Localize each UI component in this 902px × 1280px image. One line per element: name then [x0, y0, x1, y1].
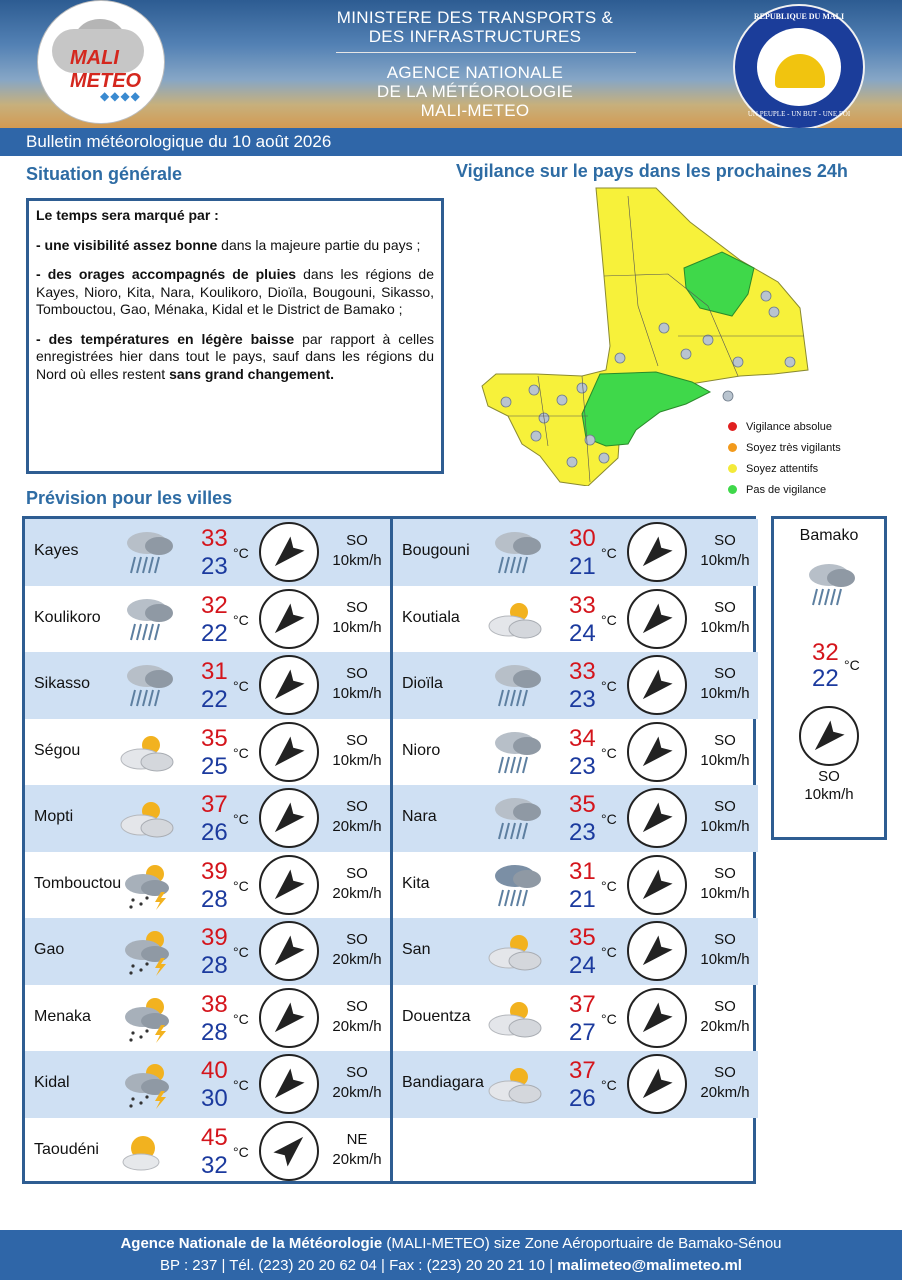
- forecast-row: [25, 719, 390, 786]
- footer-contact: BP : 237 | Tél. (223) 20 20 62 04 | Fax : (223) 20 20 21 10 | malimeteo@malimeteo.ml: [160, 1257, 742, 1274]
- legend-item: Pas de vigilance: [728, 479, 841, 500]
- forecast-row: [393, 519, 758, 586]
- wind-speed: 10km/h: [700, 552, 750, 569]
- partly-cloudy-icon: [485, 596, 545, 644]
- max-temp: 35: [569, 924, 596, 951]
- logo-rain-icon: ◆◆◆◆: [100, 89, 141, 103]
- min-temp: 28: [201, 885, 228, 913]
- email-link[interactable]: malimeteo@malimeteo.ml: [557, 1257, 742, 1274]
- header-banner: [0, 0, 902, 128]
- wind-dir: SO: [346, 1064, 368, 1081]
- city-name: Taoudéni: [34, 1140, 99, 1158]
- bulletin-title: Bulletin météorologique du 10 août 2026: [26, 132, 332, 151]
- wind-dir: SO: [714, 798, 736, 815]
- rain-icon: [485, 529, 545, 577]
- wind-speed: 10km/h: [700, 951, 750, 968]
- situation-box: [26, 198, 444, 474]
- max-temp: 37: [569, 1057, 596, 1084]
- wind-info: [325, 731, 389, 771]
- wind-info: [693, 864, 757, 904]
- forecast-title: Prévision pour les villes: [26, 488, 233, 508]
- agency-title: [320, 63, 630, 120]
- wind-direction-icon: [259, 788, 319, 848]
- city-name: San: [402, 941, 431, 958]
- min-temp: 23: [569, 686, 596, 713]
- min-temp: 25: [201, 752, 228, 780]
- legend-item: Vigilance absolue: [728, 416, 841, 437]
- wind-speed: 20km/h: [332, 951, 382, 968]
- max-temp: 40: [201, 1057, 228, 1084]
- wind-speed: 20km/h: [332, 884, 382, 902]
- temp-unit: °C: [601, 744, 617, 761]
- wind-direction-icon: [627, 655, 687, 715]
- forecast-row: [25, 586, 390, 653]
- mali-meteo-logo: [37, 0, 165, 124]
- wind-info: [325, 664, 389, 704]
- max-temp: 45: [201, 1123, 228, 1151]
- vigilance-title: Vigilance sur le pays dans les prochaines 24h: [456, 161, 848, 181]
- footer: [0, 1230, 902, 1280]
- min-temp: 26: [569, 1085, 596, 1112]
- wind-dir: NE: [346, 1130, 368, 1148]
- max-temp: 35: [569, 791, 596, 818]
- temp-unit: °C: [601, 1010, 617, 1027]
- situation-intro: Le temps sera marqué par :: [36, 207, 219, 223]
- max-temp: 37: [569, 990, 596, 1018]
- max-temp: 38: [201, 990, 228, 1018]
- wind-speed: 10km/h: [332, 685, 382, 702]
- temp-unit: °C: [601, 545, 617, 561]
- wind-dir: SO: [346, 665, 368, 682]
- bamako-wind-dir: SO: [818, 768, 840, 785]
- forecast-row: [25, 852, 390, 919]
- wind-speed: 20km/h: [332, 818, 382, 835]
- temp-unit: °C: [233, 1010, 249, 1027]
- forecast-row: [393, 1051, 758, 1118]
- min-temp: 28: [201, 1018, 228, 1046]
- min-temp: 23: [201, 553, 228, 580]
- max-temp: 35: [201, 724, 228, 752]
- footer-agency: Agence Nationale de la Météorologie (MALI-METEO) size Zone Aéroportuaire de Bamako-Sénou: [120, 1235, 782, 1252]
- ministry-line-1: MINISTERE DES TRANSPORTS &: [336, 8, 614, 27]
- wind-dir: SO: [346, 997, 368, 1015]
- min-temp: 23: [569, 752, 596, 780]
- min-temp: 30: [201, 1085, 228, 1112]
- wind-speed: 10km/h: [332, 552, 382, 569]
- temp-unit: °C: [601, 678, 617, 694]
- city-name: Kidal: [34, 1074, 70, 1091]
- temp-unit: °C: [233, 678, 249, 694]
- min-temp: 24: [569, 619, 596, 647]
- wind-info: [325, 797, 389, 837]
- thunderstorm-icon: [117, 1061, 177, 1109]
- wind-direction-icon: [799, 706, 859, 766]
- wind-speed: 10km/h: [700, 751, 750, 769]
- wind-dir: SO: [346, 731, 368, 749]
- legend-item: Soyez attentifs: [728, 458, 841, 479]
- temp-unit: °C: [233, 1077, 249, 1093]
- wind-info: [693, 797, 757, 837]
- forecast-row: [25, 1118, 390, 1185]
- city-name: Tombouctou: [34, 874, 122, 892]
- wind-direction-icon: [259, 921, 319, 981]
- wind-direction-icon: [259, 1121, 319, 1181]
- partly-cloudy-icon: [485, 1061, 545, 1109]
- min-temp: 28: [201, 952, 228, 979]
- city-name: Kita: [402, 874, 430, 892]
- wind-direction-icon: [627, 589, 687, 649]
- wind-dir: SO: [714, 731, 736, 749]
- wind-speed: 10km/h: [332, 751, 382, 769]
- legend-green-dot: [728, 485, 737, 494]
- heavy-rain-icon: [485, 862, 545, 910]
- wind-info: [325, 1063, 389, 1103]
- legend-orange-dot: [728, 443, 737, 452]
- city-name: Koulikoro: [34, 608, 101, 626]
- wind-direction-icon: [627, 921, 687, 981]
- rain-icon: [117, 596, 177, 644]
- max-temp: 39: [201, 857, 228, 885]
- city-name: Koutiala: [402, 608, 460, 626]
- wind-info: [693, 664, 757, 704]
- wind-speed: 10km/h: [700, 618, 750, 636]
- wind-speed: 20km/h: [700, 1017, 750, 1035]
- city-name: Ségou: [34, 741, 81, 759]
- wind-direction-icon: [627, 988, 687, 1048]
- header-divider: [336, 52, 636, 53]
- forecast-row: [393, 852, 758, 919]
- wind-info: [325, 1130, 389, 1170]
- city-name: Kayes: [34, 542, 79, 559]
- seal-motto: UN PEUPLE - UN BUT - UNE FOI: [747, 110, 851, 118]
- wind-speed: 10km/h: [700, 685, 750, 702]
- wind-speed: 10km/h: [700, 818, 750, 835]
- max-temp: 31: [569, 857, 596, 885]
- city-name: Mopti: [34, 808, 74, 825]
- wind-direction-icon: [259, 855, 319, 915]
- wind-dir: SO: [714, 931, 736, 948]
- city-name: Bandiagara: [402, 1074, 484, 1091]
- max-temp: 32: [201, 591, 228, 619]
- wind-direction-icon: [627, 855, 687, 915]
- forecast-row: [393, 985, 758, 1052]
- wind-info: [693, 531, 757, 571]
- wind-info: [693, 1063, 757, 1103]
- wind-direction-icon: [259, 522, 319, 582]
- partly-cloudy-icon: [117, 795, 177, 843]
- city-name: Nara: [402, 808, 437, 825]
- situation-item-temperatures: - des températures en légère baisse par rapport à celles enregistrées hier dans tout le pays, sauf dans les régions du Nord où elles restent sans grand changement.: [36, 330, 434, 382]
- max-temp: 33: [569, 591, 596, 619]
- wind-info: [325, 930, 389, 970]
- situation-item-storms: - des orages accompagnés de pluies dans les régions de Kayes, Nioro, Kita, Nara, Koulikoro, Dioïla, Bougouni, Sikasso, Tombouctou, Gao, Ménaka, Kidal et le District de Bamako ;: [36, 266, 434, 317]
- agency-line-1: AGENCE NATIONALE: [386, 63, 564, 82]
- wind-dir: SO: [346, 598, 368, 616]
- temp-unit: °C: [233, 611, 249, 628]
- wind-info: [325, 531, 389, 571]
- min-temp: 22: [201, 686, 228, 713]
- city-name: Sikasso: [34, 675, 91, 692]
- wind-direction-icon: [627, 522, 687, 582]
- min-temp: 23: [569, 819, 596, 846]
- wind-dir: SO: [714, 997, 736, 1015]
- city-name: Dioïla: [402, 675, 443, 692]
- bamako-max-temp: 32: [812, 639, 839, 666]
- min-temp: 21: [569, 553, 596, 580]
- wind-speed: 20km/h: [332, 1150, 382, 1168]
- agency-line-2: DE LA MÉTÉOROLOGIE: [376, 82, 574, 101]
- rain-icon: [117, 529, 177, 577]
- bamako-wind-speed: 10km/h: [804, 786, 854, 803]
- wind-dir: SO: [714, 532, 736, 549]
- sun-cloud-icon: [117, 1128, 177, 1176]
- bamako-wind: [774, 768, 884, 804]
- wind-info: [693, 598, 757, 638]
- wind-dir: SO: [346, 798, 368, 815]
- temp-unit: °C: [233, 1143, 249, 1160]
- bamako-min-temp: 22: [812, 665, 839, 692]
- wind-direction-icon: [259, 1054, 319, 1114]
- temp-unit: °C: [601, 877, 617, 894]
- situation-item-visibility: - une visibilité assez bonne dans la majeure partie du pays ;: [36, 236, 421, 253]
- wind-speed: 20km/h: [332, 1084, 382, 1101]
- thunderstorm-icon: [117, 995, 177, 1043]
- legend-yellow-dot: [728, 464, 737, 473]
- thunderstorm-icon: [117, 862, 177, 910]
- city-name: Menaka: [34, 1007, 91, 1025]
- forecast-row: [393, 586, 758, 653]
- city-name: Nioro: [402, 741, 441, 759]
- wind-info: [693, 930, 757, 970]
- rain-icon: [485, 795, 545, 843]
- legend-item: Soyez très vigilants: [728, 437, 841, 458]
- max-temp: 33: [201, 525, 228, 552]
- republic-seal: [733, 4, 865, 130]
- max-temp: 33: [569, 658, 596, 685]
- forecast-row: [25, 1051, 390, 1118]
- rain-icon: [117, 662, 177, 710]
- forecast-row: [393, 785, 758, 852]
- temp-unit: °C: [233, 944, 249, 960]
- min-temp: 32: [201, 1151, 228, 1179]
- bamako-panel: [771, 516, 887, 840]
- forecast-row: [25, 985, 390, 1052]
- temp-unit: °C: [233, 545, 249, 561]
- max-temp: 31: [201, 658, 228, 685]
- max-temp: 34: [569, 724, 596, 752]
- wind-speed: 10km/h: [700, 884, 750, 902]
- wind-direction-icon: [259, 655, 319, 715]
- wind-direction-icon: [259, 589, 319, 649]
- city-name: Gao: [34, 941, 65, 958]
- wind-direction-icon: [627, 788, 687, 848]
- min-temp: 27: [569, 1018, 596, 1046]
- wind-dir: SO: [714, 864, 736, 882]
- wind-speed: 20km/h: [332, 1017, 382, 1035]
- situation-title: Situation générale: [26, 164, 183, 184]
- wind-info: [325, 598, 389, 638]
- city-name: Bougouni: [402, 542, 470, 559]
- forecast-table: [22, 516, 756, 1184]
- wind-dir: SO: [714, 665, 736, 682]
- forecast-row: [25, 652, 390, 719]
- wind-direction-icon: [259, 722, 319, 782]
- temp-unit: °C: [601, 944, 617, 960]
- wind-info: [325, 997, 389, 1037]
- forecast-row: [393, 652, 758, 719]
- bamako-city: Bamako: [799, 527, 859, 544]
- partly-cloudy-icon: [485, 995, 545, 1043]
- temp-unit: °C: [233, 877, 249, 894]
- logo-text: MALI METEO: [70, 47, 142, 92]
- temp-unit: °C: [601, 611, 617, 628]
- forecast-column-right: [393, 519, 758, 1118]
- forecast-column-left: [25, 519, 393, 1181]
- forecast-row: [393, 719, 758, 786]
- partly-cloudy-icon: [117, 729, 177, 777]
- rain-icon: [799, 561, 859, 609]
- max-temp: 39: [201, 924, 228, 951]
- wind-info: [693, 997, 757, 1037]
- forecast-row: [25, 918, 390, 985]
- forecast-row: [25, 519, 390, 586]
- agency-line-3: MALI-METEO: [420, 101, 530, 120]
- max-temp: 30: [569, 525, 596, 552]
- wind-info: [693, 731, 757, 771]
- max-temp: 37: [201, 791, 228, 818]
- temp-unit: °C: [601, 1077, 617, 1093]
- thunderstorm-icon: [117, 928, 177, 976]
- min-temp: 26: [201, 819, 228, 846]
- wind-dir: SO: [346, 532, 368, 549]
- map-green-center: [582, 372, 710, 446]
- vigilance-legend: [728, 416, 841, 500]
- forecast-row: [25, 785, 390, 852]
- wind-dir: SO: [346, 931, 368, 948]
- wind-direction-icon: [627, 722, 687, 782]
- wind-dir: SO: [714, 1064, 736, 1081]
- city-name: Douentza: [402, 1007, 471, 1025]
- min-temp: 24: [569, 952, 596, 979]
- wind-info: [325, 864, 389, 904]
- forecast-row: [393, 918, 758, 985]
- ministry-title: [320, 8, 630, 46]
- rain-icon: [485, 729, 545, 777]
- temp-unit: °C: [601, 811, 617, 827]
- wind-direction-icon: [627, 1054, 687, 1114]
- min-temp: 21: [569, 885, 596, 913]
- seal-top-text: REPUBLIQUE DU MALI: [753, 12, 845, 21]
- ministry-line-2: DES INFRASTRUCTURES: [368, 27, 582, 46]
- wind-direction-icon: [259, 988, 319, 1048]
- min-temp: 22: [201, 619, 228, 647]
- wind-speed: 20km/h: [700, 1084, 750, 1101]
- legend-red-dot: [728, 422, 737, 431]
- wind-speed: 10km/h: [332, 618, 382, 636]
- wind-dir: SO: [346, 864, 368, 882]
- partly-cloudy-icon: [485, 928, 545, 976]
- rain-icon: [485, 662, 545, 710]
- bamako-unit: °C: [844, 657, 860, 673]
- wind-dir: SO: [714, 598, 736, 616]
- temp-unit: °C: [233, 744, 249, 761]
- bulletin-bar: [0, 128, 902, 156]
- temp-unit: °C: [233, 811, 249, 827]
